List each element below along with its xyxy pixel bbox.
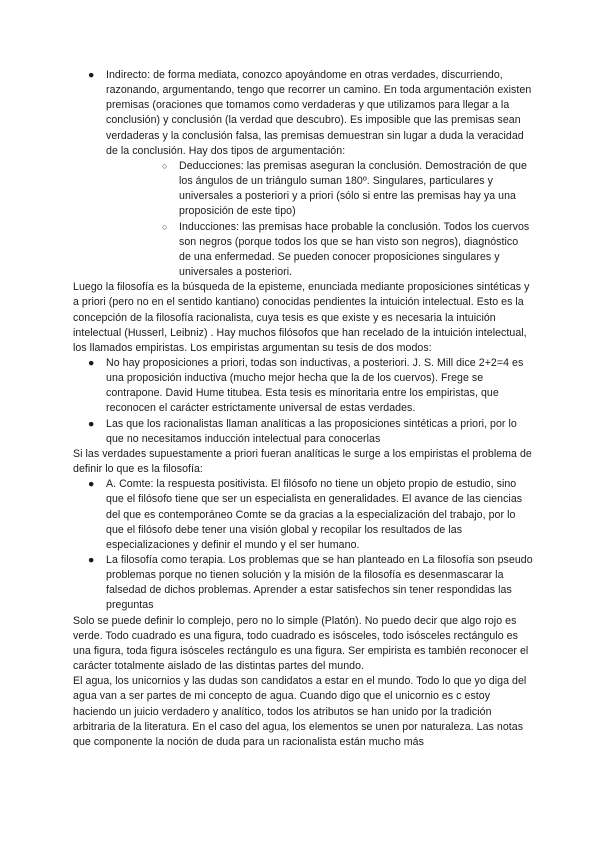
list-item-text: A. Comte: la respuesta positivista. El filósofo no tiene un objeto propio de estudio, sino que el filósofo tiene que ser un especialista en generalidades. El avance de las ciencias del que es contemporáneo Comte se da gracias a la especialización del trabajo, por lo que el filósofo debe tener una visión global y recopilar los resultados de las especializaciones y definir el mundo y el ser humano. xyxy=(106,478,523,551)
sub-list-item-text: Deducciones: las premisas aseguran la conclusión. Demostración de que los ángulos de un triángulo suman 180º. Singulares, particulares y universales a posteriori y a priori (sólo si entre las premisas hay ya una proposición de este tipo) xyxy=(179,159,527,218)
sub-bullet-list xyxy=(106,159,533,280)
paragraph-problema-filosofia: Si las verdades supuestamente a priori fueran analíticas le surge a los empiristas el problema de definir lo que es la filosofía: xyxy=(73,447,532,476)
bullet-icon: ● xyxy=(88,478,95,491)
list-item-text: La filosofía como terapia. Los problemas que se han planteado en La filosofía son pseudo problemas porque no tienen solución y la misión de la filosofía es desenmascarar la falsedad de dichos problemas. Aprender a estar satisfechos sin tener respondidas las preguntas xyxy=(106,554,533,612)
paragraph-definir: Solo se puede definir lo complejo, pero no lo simple (Platón). No puedo decir que algo rojo es verde. Todo cuadrado es una figura, todo cuadrado es isósceles, todo isósceles rectángulo es una figura, toda figura isósceles rectángulo es una figura. Ser empirista es también reconocer el carácter totalmente aislado de las distintas partes del mundo. xyxy=(73,614,529,673)
bullet-icon: ● xyxy=(88,69,95,81)
sub-list-item-deducciones xyxy=(106,159,533,220)
sub-list-item-inducciones xyxy=(106,220,533,281)
list-item-text: Indirecto: de forma mediata, conozco apoyándome en otras verdades, discurriendo, razonando, argumentando, tengo que recorrer un camino. En toda argumentación existen premisas (oraciones que tomamos como verdaderas y que utilizamos para llegar a la conclusión) y conclusión (la verdad que descubro). Es imposible que las premisas sean verdaderas y la conclusión falsa, las premisas demuestran sin lugar a duda la veracidad de la conclusión. Hay dos tipos de argumentación: xyxy=(106,69,532,157)
list-item xyxy=(73,417,533,447)
list-item-text: No hay proposiciones a priori, todas son inductivas, a posteriori. J. S. Mill dice 2+2=4 es una proposición inductiva (mucho mejor hecha que la de los cuervos). Frege se contrapone. David Hume titubea. Esta tesis es minoritaria entre los empiristas, que reconocen el carácter estrictamente universal de estas verdades. xyxy=(106,356,524,415)
bullet-icon: ● xyxy=(88,417,95,430)
circle-bullet-icon: ○ xyxy=(162,221,168,232)
bullet-icon: ● xyxy=(88,356,95,369)
circle-bullet-icon: ○ xyxy=(162,160,168,171)
paragraph-episteme: Luego la filosofía es la búsqueda de la episteme, enunciada mediante proposiciones sintéticas y a priori (pero no en el sentido kantiano) conocidas pendientes la intuición intelectual. Esto es la concepción de la filosofía racionalista, cuya tesis es que existe y es necesaria la intuición intelectual (Husserl, Leibniz) . Hay muchos filósofos que han recelado de la intuición intelectual, los llamados empiristas. Los empiristas argumentan su tesis de dos modos: xyxy=(73,281,530,354)
list-item xyxy=(73,477,533,553)
list-item-indirecto xyxy=(73,68,533,280)
bullet-list-argumentation xyxy=(73,68,533,280)
document-body xyxy=(73,68,533,750)
bullet-icon: ● xyxy=(88,554,95,566)
bullet-list-respuestas xyxy=(73,477,533,613)
bullet-list-empiristas xyxy=(73,356,533,447)
paragraph-agua-unicornios: El agua, los unicornios y las dudas son candidatos a estar en el mundo. Todo lo que yo diga del agua van a ser partes de mi concepto de agua. Cuando digo que el unicornio es c estoy haciendo un juicio verdadero y analítico, todos los atributos se han unido por la tradición arbitraria de la literatura. En el caso del agua, los elementos se unen por naturaleza. Las notas que componente la noción de duda para un racionalista están mucho más xyxy=(73,675,527,748)
list-item-text: Las que los racionalistas llaman analíticas a las proposiciones sintéticas a priori, por lo que no necesitamos inducción intelectual para conocerlas xyxy=(106,417,517,445)
list-item xyxy=(73,553,533,614)
sub-list-item-text: Inducciones: las premisas hace probable la conclusión. Todos los cuervos son negros (porque todos los que se han visto son negros), diagnóstico de una enfermedad. Se pueden conocer proposiciones singulares y universales a posteriori. xyxy=(179,220,530,279)
list-item xyxy=(73,356,533,417)
